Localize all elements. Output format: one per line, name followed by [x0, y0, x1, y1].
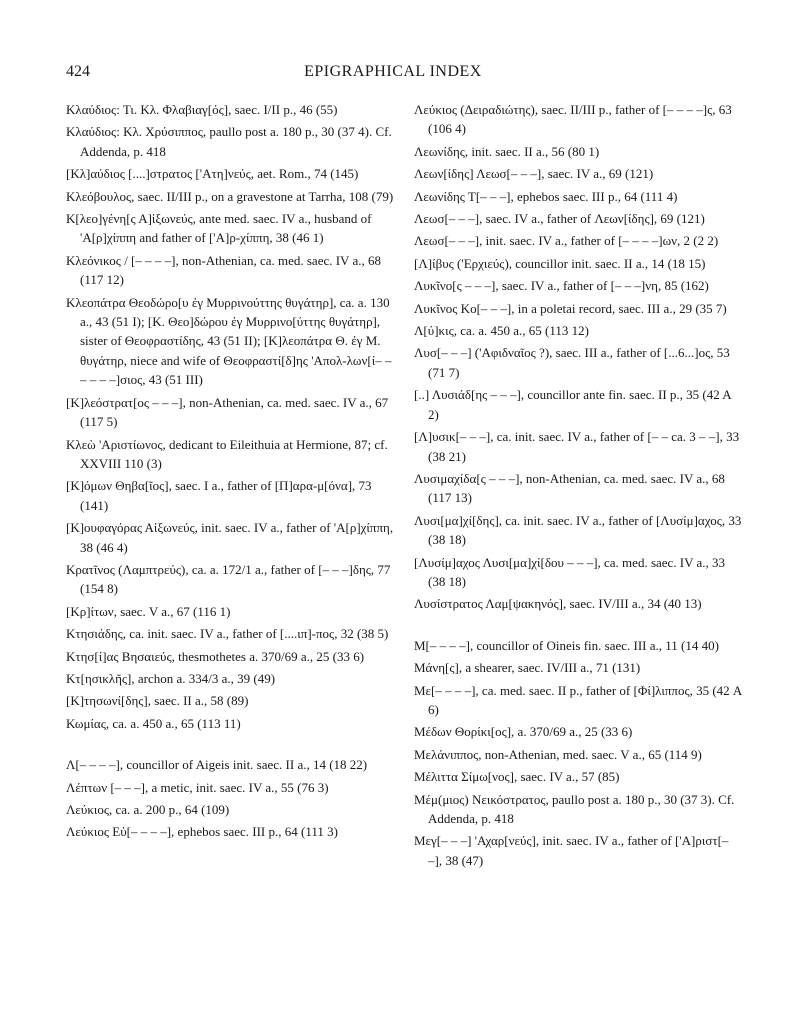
- index-entry: Λυσ[– – –] ('Αφιδναῖος ?), saec. III a., father of [...6...]ος, 53 (71 7): [414, 345, 730, 380]
- left-column: [66, 100, 396, 845]
- index-entry: Λυκῖνος Κο[– – –], in a poletai record, saec. III a., 29 (35 7): [414, 300, 727, 316]
- index-entry: Μάνη[ς], a shearer, saec. IV/III a., 71 (131): [414, 660, 641, 676]
- index-entry: Λυσι[μα]χί[δης], ca. init. saec. IV a., father of [Λυσίμ]αχος, 33 (38 18): [414, 512, 742, 548]
- index-entry: Μελάνιππος, non-Athenian, med. saec. V a., 65 (114 9): [414, 746, 702, 762]
- index-entry: [Κρ]ίτων, saec. V a., 67 (116 1): [66, 603, 231, 619]
- index-entry: Κλεοπάτρα Θεοδώρο[υ ἐγ Μυρρινούττης θυγάτηρ], ca. a. 130 a., 43 (51 I); [Κ. Θεο]δώρου ἐγ Μυρρινο[ύττης θυγάτηρ], sister of Θεοφραστίδης, 43 (51 II); [Κ]λεοπάτρα Θ. ἐγ Μ. θυγάτηρ, niece and wife of Θεοφραστί[δ]ης 'Απολ-λων[ί– – – – – –]σιος, 43 (51 III): [66, 294, 392, 388]
- index-entry: Κωμίας, ca. a. 450 a., 65 (113 11): [66, 715, 241, 731]
- index-entry: [Λ]ίβυς ('Ερχιεύς), councillor init. saec. II a., 14 (18 15): [414, 255, 706, 271]
- index-entry: Λέπτων [– – –], a metic, init. saec. IV a., 55 (76 3): [66, 779, 329, 795]
- page-title: EPIGRAPHICAL INDEX: [304, 63, 482, 80]
- index-entry: Λεωνίδης Τ[– – –], ephebos saec. III p., 64 (111 4): [414, 188, 678, 204]
- section-gap: [66, 736, 396, 755]
- index-entry: Με[– – – –], ca. med. saec. II p., father of [Φί]λιππος, 35 (42 A 6): [414, 682, 742, 717]
- index-entry: Κλεόβουλος, saec. II/III p., on a gravestone at Tarrha, 108 (79): [66, 188, 394, 204]
- index-entry: Κλαύδιος: Τι. Κλ. Φλαβιαγ[ός], saec. I/II p., 46 (55): [66, 102, 338, 117]
- index-entry: Κλαύδιος: Κλ. Χρύσιππος, paullo post a. 180 p., 30 (37 4). Cf. Addenda, p. 418: [66, 124, 392, 159]
- index-entry: Κρατῖνος (Λαμπτρεύς), ca. a. 172/1 a., father of [– – –]δης, 77 (154 8): [66, 561, 391, 597]
- index-entry: Κ[λεο]γένη[ς Α]ἰξωνεύς, ante med. saec. IV a., husband of 'Α[ρ]χίππη and father of ['Α]ρ-χίππη, 38 (46 1): [66, 211, 372, 246]
- right-column: [414, 100, 744, 873]
- index-entry: [Κ]ουφαγόρας Αἰξωνεύς, init. saec. IV a., father of 'Α[ρ]χίππη, 38 (46 4): [66, 520, 394, 555]
- index-entry: Κτησ[ί]ας Βησαιεύς, thesmothetes a. 370/69 a., 25 (33 6): [66, 648, 365, 664]
- index-entry: [Κ]τησωνί[δης], saec. II a., 58 (89): [66, 693, 249, 709]
- section-gap: [414, 617, 744, 636]
- index-entry: Λεωσ[– – –], init. saec. IV a., father of [– – – –]ων, 2 (2 2): [414, 233, 719, 249]
- index-entry: [Κλ]αύδιος [....]στρατος ['Ατη]νεύς, aet. Rom., 74 (145): [66, 166, 359, 182]
- index-entry: Κτησιάδης, ca. init. saec. IV a., father of [....ιπ]-πος, 32 (38 5): [66, 626, 389, 642]
- page-header: [48, 63, 738, 87]
- index-entry: Λεωνίδης, init. saec. II a., 56 (80 1): [414, 143, 600, 159]
- index-entry: [Λυσίμ]αχος Λυσι[μα]χί[δου – – –], ca. med. saec. IV a., 33 (38 18): [414, 554, 726, 589]
- index-entry: [..] Λυσιάδ[ης – – –], councillor ante fin. saec. II p., 35 (42 A 2): [414, 387, 731, 422]
- index-entry: Μέλιττα Σίμω[νος], saec. IV a., 57 (85): [414, 769, 620, 785]
- index-entry: Λ[– – – –], councillor of Aigeis init. saec. II a., 14 (18 22): [66, 757, 368, 773]
- index-entry: Μ[– – – –], councillor of Oineis fin. saec. III a., 11 (14 40): [414, 637, 719, 653]
- index-entry: Μέμ(μιος) Νεικόστρατος, paullo post a. 180 p., 30 (37 3). Cf. Addenda, p. 418: [414, 791, 735, 826]
- index-entry: Κλεόνικος / [– – – –], non-Athenian, ca. med. saec. IV a., 68 (117 12): [66, 252, 381, 288]
- index-entry: Λεων[ίδης] Λεωσ[– – –], saec. IV a., 69 (121): [414, 166, 654, 182]
- index-entry: Λεωσ[– – –], saec. IV a., father of Λεων[ίδης], 69 (121): [414, 211, 705, 227]
- index-entry: Μέδων Θορίκι[ος], a. 370/69 a., 25 (33 6): [414, 724, 633, 740]
- index-entry: Κλεὼ 'Αριστίωνος, dedicant to Eileithuia at Hermione, 87; cf. XXVIII 110 (3): [66, 436, 388, 471]
- index-entry: Μεγ[– – –] 'Αχαρ[νεύς], init. saec. IV a., father of ['Α]ριστ[– –], 38 (47): [414, 833, 729, 868]
- index-entry: Λεύκιος (Δειραδιώτης), saec. II/III p., father of [– – – –]ς, 63 (106 4): [414, 102, 732, 137]
- index-entry: Λεύκιος, ca. a. 200 p., 64 (109): [66, 802, 230, 817]
- index-entry: Λυσίστρατος Λαμ[ψακηνός], saec. IV/III a., 34 (40 13): [414, 596, 702, 612]
- index-entry: Λυσιμαχίδα[ς – – –], non-Athenian, ca. med. saec. IV a., 68 (117 13): [414, 470, 725, 506]
- index-entry: Κτ[ησικλῆς], archon a. 334/3 a., 39 (49): [66, 670, 276, 686]
- index-entry: Λ[ύ]κις, ca. a. 450 a., 65 (113 12): [414, 323, 589, 339]
- index-entry: [Κ]λεόστρατ[ος – – –], non-Athenian, ca. med. saec. IV a., 67 (117 5): [66, 394, 389, 430]
- index-entry: Λυκῖνο[ς – – –], saec. IV a., father of [– – –]νη, 85 (162): [414, 278, 709, 294]
- page-number: 424: [66, 63, 90, 80]
- index-entry: [Κ]όμων Θηβα[ῖος], saec. I a., father of [Π]αρα-μ[όνα], 73 (141): [66, 478, 372, 513]
- index-entry: Λεύκιος Εὐ[– – – –], ephebos saec. III p., 64 (111 3): [66, 824, 338, 840]
- index-entry: [Λ]υσικ[– – –], ca. init. saec. IV a., father of [– – ca. 3 – –], 33 (38 21): [414, 429, 740, 464]
